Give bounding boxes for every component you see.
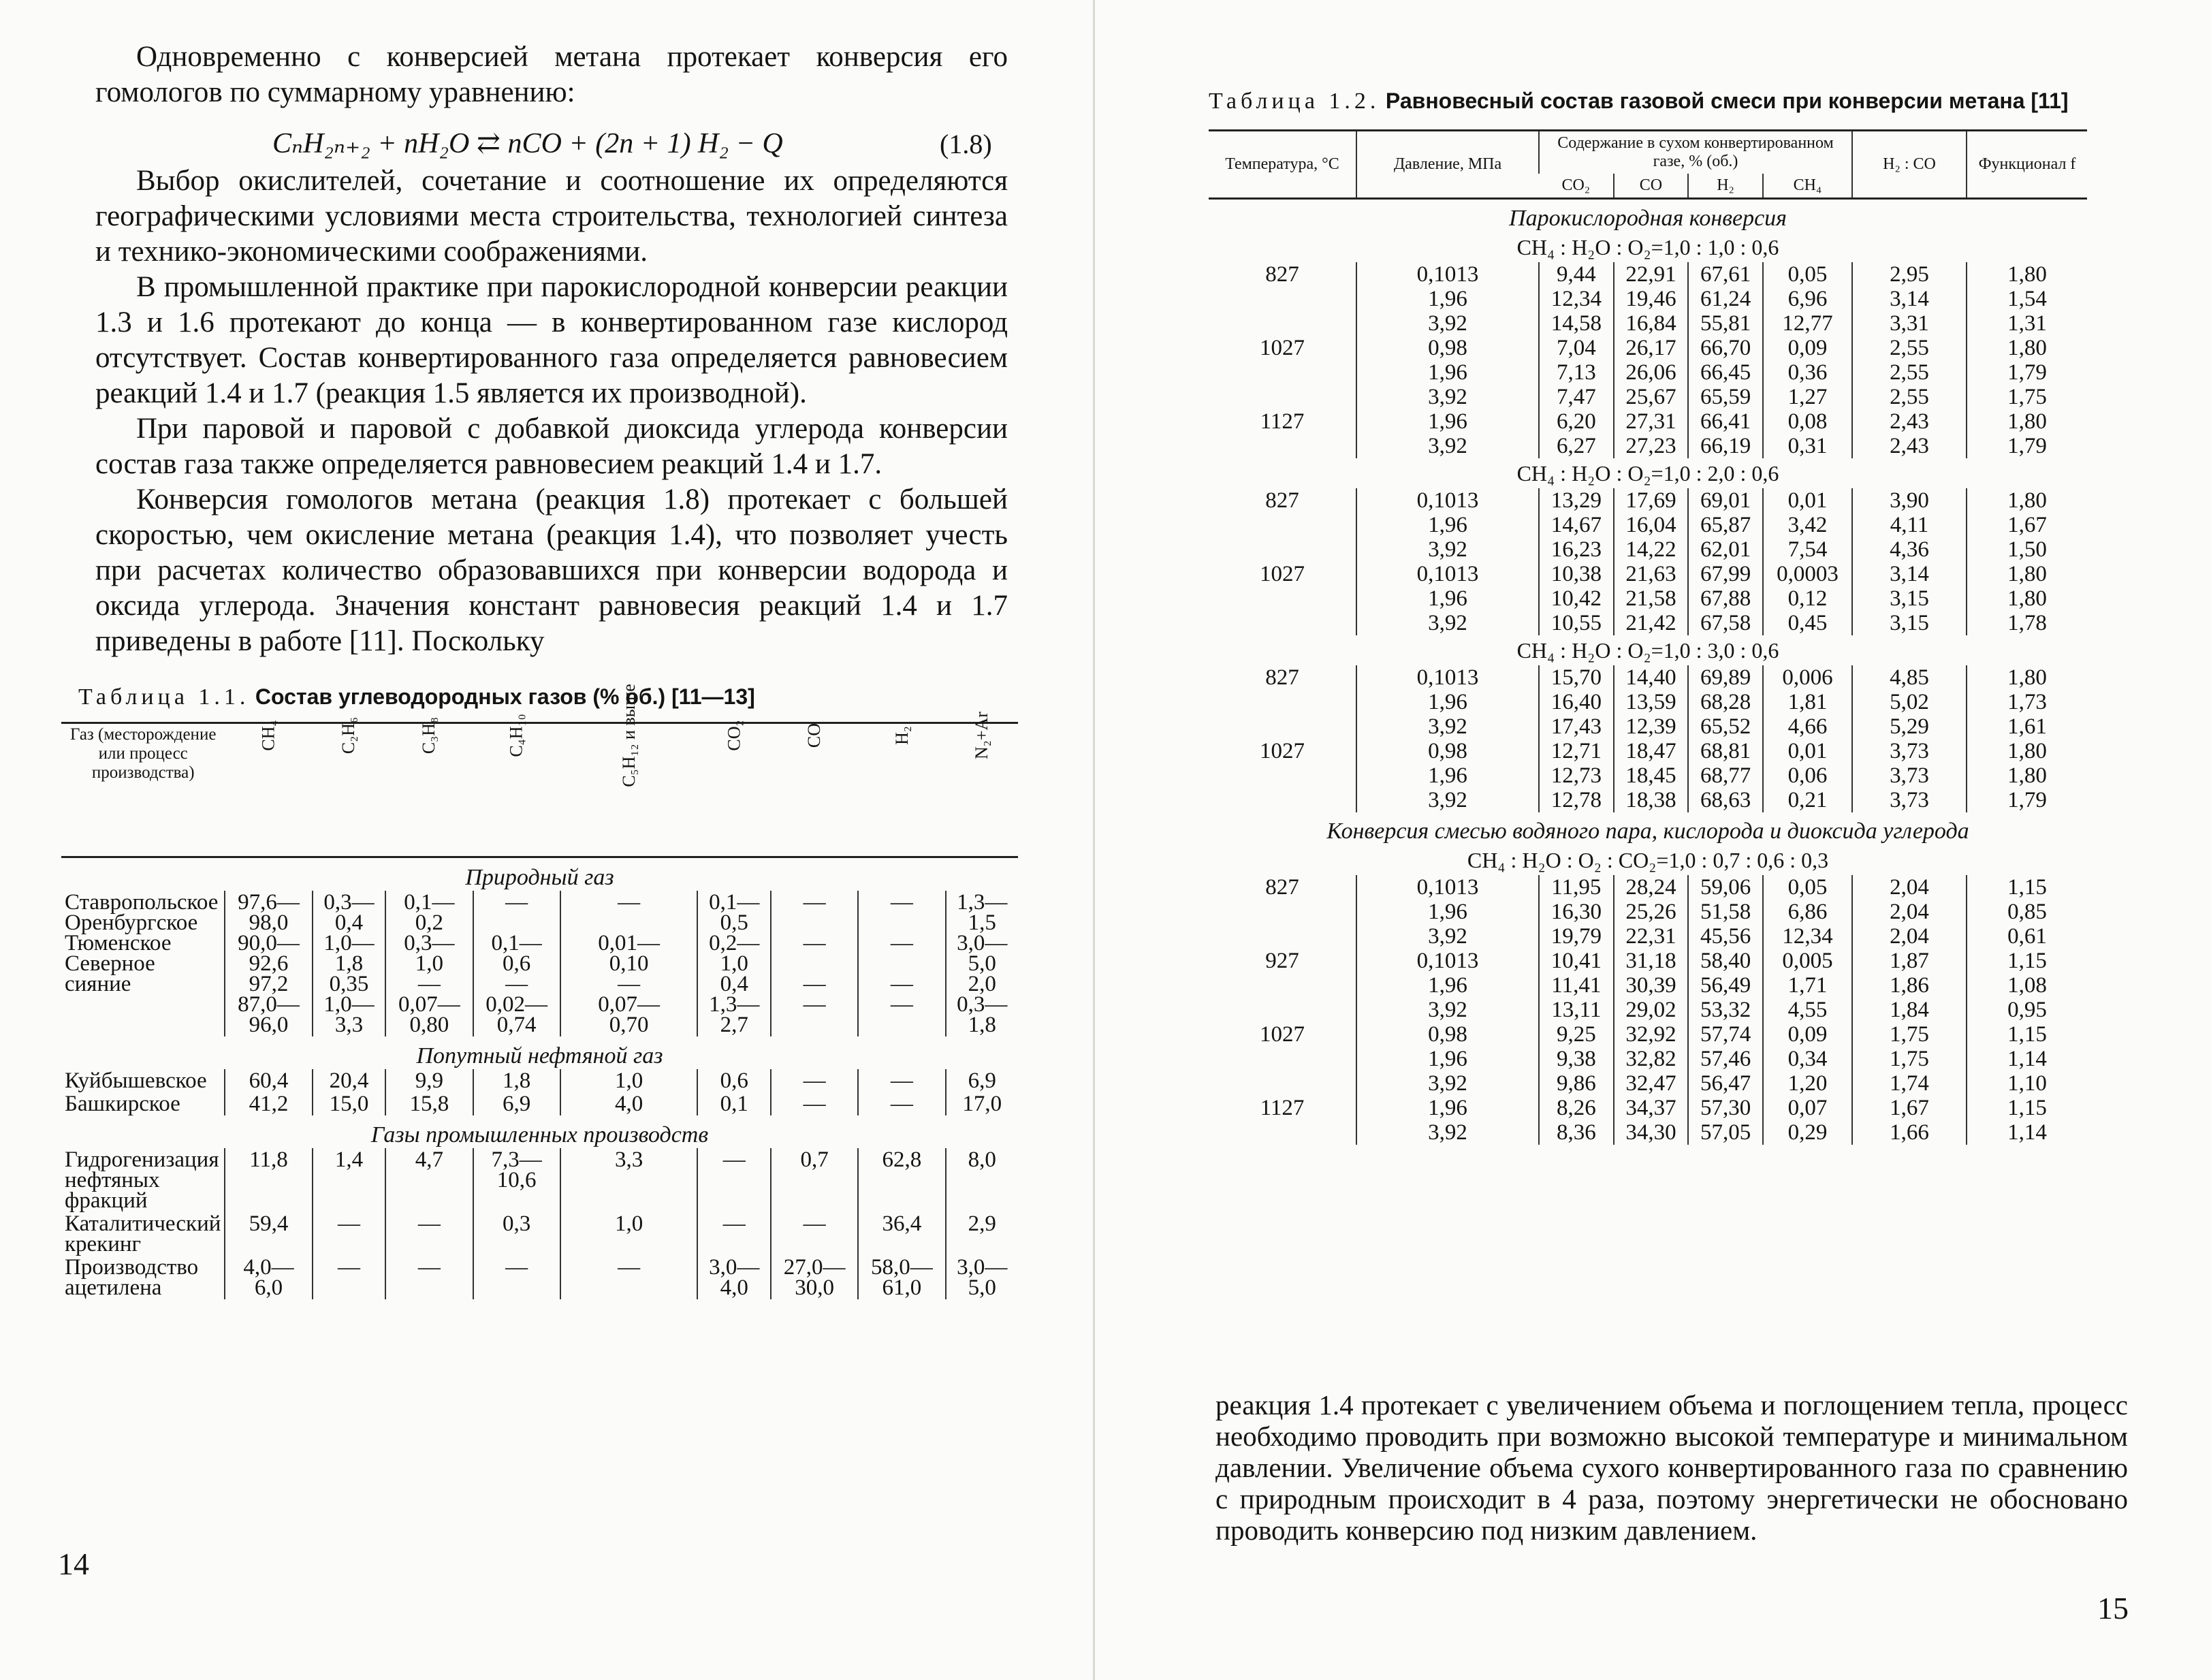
- table-cell: 4,85 5,02 5,29 3,73 3,73 3,73: [1852, 665, 1967, 812]
- feed-ratio: CH₄ : H₂O : O₂=1,0 : 3,0 : 0,6: [1516, 638, 1779, 663]
- column-header-h2: H₂: [1688, 174, 1763, 199]
- table-cell: 7,3— 10,6: [473, 1148, 560, 1212]
- table-cell: 17,0: [946, 1092, 1018, 1115]
- table-cell: 0,6: [697, 1069, 771, 1092]
- table-cell: 0,05 6,86 12,34 0,005 1,71 4,55 0,09 0,34 1,20 0,07 0,29: [1763, 875, 1852, 1145]
- table-cell: 28,24 25,26 22,31 31,18 30,39 29,02 32,92 32,82 32,47 34,37 34,30: [1614, 875, 1689, 1145]
- table-cell: 4,0: [560, 1092, 698, 1115]
- table-cell: 0,3: [473, 1212, 560, 1256]
- table-cell: 3,3: [560, 1148, 698, 1212]
- column-header-composition: Содержание в сухом конвертированном газе, % (об.): [1539, 131, 1852, 174]
- table-row: [61, 1069, 1018, 1092]
- table-row: [61, 1212, 1018, 1256]
- table-section-row: [1209, 199, 2087, 233]
- table-cell: —: [697, 1212, 771, 1256]
- gas-name-cell: Куйбышевское: [65, 1068, 207, 1093]
- table-cell: 3,0— 5,0: [946, 1256, 1018, 1299]
- table-section-title: Природный газ: [465, 865, 614, 890]
- table-cell: 69,89 68,28 65,52 68,81 68,77 68,63: [1688, 665, 1763, 812]
- table-section-title: Газы промышленных производств: [370, 1122, 709, 1147]
- feed-ratio-row: [1209, 232, 2087, 262]
- body-text: [95, 163, 1008, 659]
- table-cell: —: [560, 1256, 698, 1299]
- table-cell: 0,1: [697, 1092, 771, 1115]
- table-cell: —: [385, 1212, 473, 1256]
- column-header-functional: Функционал f: [1967, 131, 2087, 199]
- table-cell: 59,4: [225, 1212, 312, 1256]
- column-header-gas: Газ (месторождение или процесс производства): [61, 723, 225, 857]
- table-cell: 15,8: [385, 1092, 473, 1115]
- feed-ratio: CH₄ : H₂O : O₂=1,0 : 1,0 : 0,6: [1516, 235, 1779, 259]
- table-cell: 60,4: [225, 1069, 312, 1092]
- page-number: 14: [58, 1547, 89, 1581]
- paragraph: В промышленной практике при парокислородной конверсии реакции 1.3 и 1.6 протекают до конца — в конвертированном газе кислород отсутствует. Состав конвертированного газа определяется равновесием реакций 1.4 и 1.7 (реакция 1.5 является их производной).: [95, 271, 1008, 409]
- table-cell: —: [771, 1092, 858, 1115]
- table-cell: 827 1027 1127: [1260, 262, 1305, 434]
- column-header-ratio: H₂ : CO: [1852, 131, 1967, 199]
- table-cell: —: [313, 1212, 386, 1256]
- table-row: [61, 1092, 1018, 1115]
- table-cell: 15,0: [313, 1092, 386, 1115]
- column-header: CO: [771, 723, 858, 857]
- table-cell: 36,4: [858, 1212, 945, 1256]
- table-section-title: Конверсия смесью водяного пара, кислорода и диоксида углерода: [1326, 819, 1969, 844]
- table-cell: 8,0: [946, 1148, 1018, 1212]
- feed-ratio-row: [1209, 635, 2087, 665]
- right-paragraph: реакция 1.4 протекает с увеличением объема и поглощением тепла, процесс необходимо проводить при возможно высокой температуре и минимальном давлении. Увеличение объема сухого конвертированного газа по сравнению с природным происходит в 4 раза, поэтому энергетически не обосновано проводить конверсию под низким давлением.: [1215, 1389, 2128, 1546]
- book-spine: [1093, 0, 1095, 1680]
- left-page: [0, 0, 1083, 1680]
- table-1-1-caption: Таблица 1.1. Состав углеводородных газов (% об.) [11—13]: [78, 684, 755, 710]
- column-header-pressure: Давление, МПа: [1356, 131, 1539, 199]
- table-cell: 41,2: [225, 1092, 312, 1115]
- table-cell: 0,006 1,81 4,66 0,01 0,06 0,21: [1763, 665, 1852, 812]
- table-cell: —: [473, 1256, 560, 1299]
- feed-ratio-row: [1209, 458, 2087, 488]
- table-cell: 22,91 19,46 16,84 26,17 26,06 25,67 27,31 27,23: [1614, 262, 1689, 458]
- table-cell: —: [385, 1256, 473, 1299]
- table-cell: 0,05 6,96 12,77 0,09 0,36 1,27 0,08 0,31: [1763, 262, 1852, 458]
- table-section-title: Попутный нефтяной газ: [416, 1043, 663, 1068]
- feed-ratio: CH₄ : H₂O : O₂=1,0 : 2,0 : 0,6: [1516, 461, 1779, 486]
- table-cell: — — — —: [858, 891, 945, 1036]
- paragraph: Выбор окислителей, сочетание и соотношение их определяются географическими условиями места строительства, технологией синтеза и технико-экономическими соображениями.: [95, 165, 1008, 268]
- gas-name-cell: Ставропольское Оренбургское Тюменское Северное сияние: [65, 890, 219, 996]
- table-cell: 20,4: [313, 1069, 386, 1092]
- table-cell: 59,06 51,58 45,56 58,40 56,49 53,32 57,74 57,46 56,47 57,30 57,05: [1688, 875, 1763, 1145]
- table-cell: 0,1013 1,96 3,92 0,98 1,96 3,92 1,96 3,92: [1356, 262, 1539, 458]
- table-cell: 1,3— 1,5 3,0— 5,0 2,0 0,3— 1,8: [946, 891, 1018, 1036]
- table-cell: 14,40 13,59 12,39 18,47 18,45 18,38: [1614, 665, 1689, 812]
- table-cell: 69,01 65,87 62,01 67,99 67,88 67,58: [1688, 488, 1763, 635]
- column-header: C₅H₁₂ и выше: [560, 723, 698, 857]
- table-cell: 3,90 4,11 4,36 3,14 3,15 3,15: [1852, 488, 1967, 635]
- table-cell: 1,0: [560, 1069, 698, 1092]
- table-cell: 1,4: [313, 1148, 386, 1212]
- table-cell: 827 1027: [1260, 488, 1305, 586]
- table-cell: —: [697, 1148, 771, 1212]
- table-cell: 62,8: [858, 1148, 945, 1212]
- feed-ratio: CH₄ : H₂O : O₂ : CO₂=1,0 : 0,7 : 0,6 : 0,3: [1467, 848, 1829, 872]
- feed-ratio-row: [1209, 845, 2087, 875]
- table-section-row: [61, 1036, 1018, 1069]
- table-cell: 827 927 1027 1127: [1260, 875, 1305, 1120]
- table-cell: 67,61 61,24 55,81 66,70 66,45 65,59 66,41 66,19: [1688, 262, 1763, 458]
- table-cell: 0,1013 1,96 3,92 0,98 1,96 3,92: [1356, 665, 1539, 812]
- table-cell: 97,6— 98,0 90,0— 92,6 97,2 87,0— 96,0: [225, 891, 312, 1036]
- column-header-co: CO: [1614, 174, 1689, 199]
- column-header: C₄H₁₀: [473, 723, 560, 857]
- table-section-row: [61, 857, 1018, 891]
- equation-number: (1.8): [940, 129, 992, 159]
- table-cell: — 0,01— 0,10 — 0,07— 0,70: [560, 891, 698, 1036]
- column-header: C₂H₆: [313, 723, 386, 857]
- column-header: N₂+Ar: [946, 723, 1018, 857]
- table-cell: 58,0— 61,0: [858, 1256, 945, 1299]
- table-cell: 1,15 0,85 0,61 1,15 1,08 0,95 1,15 1,14 1,10 1,15 1,14: [1967, 875, 2087, 1145]
- column-header: CO₂: [697, 723, 771, 857]
- table-cell: 11,8: [225, 1148, 312, 1212]
- table-cell: 0,1— 0,2 0,3— 1,0 — 0,07— 0,80: [385, 891, 473, 1036]
- table-section-row: [61, 1115, 1018, 1148]
- table-row: [61, 1148, 1018, 1212]
- table-cell: 1,8: [473, 1069, 560, 1092]
- column-header-co2: CO₂: [1561, 176, 1591, 194]
- table-cell: 17,69 16,04 14,22 21,63 21,58 21,42: [1614, 488, 1689, 635]
- table-cell: —: [771, 1069, 858, 1092]
- table-cell: —: [858, 1069, 945, 1092]
- gas-name-cell: Каталитический крекинг: [65, 1211, 221, 1256]
- table-cell: — — — —: [771, 891, 858, 1036]
- gas-name-cell: Гидрогенизация нефтяных фракций: [65, 1147, 219, 1213]
- table-cell: — 0,1— 0,6 — 0,02— 0,74: [473, 891, 560, 1036]
- page-number: 15: [2097, 1591, 2129, 1626]
- gas-name-cell: Башкирское: [65, 1092, 180, 1116]
- table-cell: 9,9: [385, 1069, 473, 1092]
- table-row: [1209, 262, 2087, 458]
- table-cell: 827 1027: [1260, 665, 1305, 763]
- table-cell: 1,80 1,73 1,61 1,80 1,80 1,79: [1967, 665, 2087, 812]
- gas-name-cell: Производство ацетилена: [65, 1255, 199, 1300]
- table-cell: 0,1013 1,96 3,92 0,1013 1,96 3,92: [1356, 488, 1539, 635]
- paragraph: При паровой и паровой с добавкой диоксида углерода конверсии состав газа также определяется равновесием реакций 1.4 и 1.7.: [95, 413, 1008, 480]
- table-cell: 1,80 1,54 1,31 1,80 1,79 1,75 1,80 1,79: [1967, 262, 2087, 458]
- table-cell: 0,1— 0,5 0,2— 1,0 0,4 1,3— 2,7: [697, 891, 771, 1036]
- column-header-ch4: CH₄: [1763, 174, 1852, 199]
- table-1-2: [1209, 129, 2087, 1145]
- table-cell: 2,04 2,04 2,04 1,87 1,86 1,84 1,75 1,75 1,74 1,67 1,66: [1852, 875, 1967, 1145]
- table-cell: 6,9: [473, 1092, 560, 1115]
- table-cell: 4,7: [385, 1148, 473, 1212]
- table-cell: 13,29 14,67 16,23 10,38 10,42 10,55: [1539, 488, 1614, 635]
- table-cell: 15,70 16,40 17,43 12,71 12,73 12,78: [1539, 665, 1614, 812]
- column-header-temperature: Температура, °С: [1225, 155, 1339, 173]
- table-1-2-caption: Таблица 1.2. Равновесный состав газовой смеси при конверсии метана [11]: [1209, 89, 2069, 114]
- table-row: [61, 1256, 1018, 1299]
- table-cell: —: [313, 1256, 386, 1299]
- column-header: C₃H₈: [385, 723, 473, 857]
- table-cell: 27,0— 30,0: [771, 1256, 858, 1299]
- table-cell: 11,95 16,30 19,79 10,41 11,41 13,11 9,25 9,38 9,86 8,26 8,36: [1539, 875, 1614, 1145]
- table-row: [1209, 665, 2087, 812]
- table-row: [61, 891, 1018, 1036]
- table-cell: 0,01 3,42 7,54 0,0003 0,12 0,45: [1763, 488, 1852, 635]
- table-cell: 1,80 1,67 1,50 1,80 1,80 1,78: [1967, 488, 2087, 635]
- table-section-row: [1209, 812, 2087, 845]
- table-cell: 6,9: [946, 1069, 1018, 1092]
- equation: CₙH₂ₙ₊₂ + nH₂O ⇄ nCO + (2n + 1) H₂ − Q: [272, 128, 783, 159]
- table-cell: 2,95 3,14 3,31 2,55 2,55 2,55 2,43 2,43: [1852, 262, 1967, 458]
- table-row: [1209, 875, 2087, 1145]
- column-header: CH₄: [225, 723, 312, 857]
- table-section-title: Парокислородная конверсия: [1509, 206, 1787, 231]
- table-cell: 2,9: [946, 1212, 1018, 1256]
- table-cell: 0,1013 1,96 3,92 0,1013 1,96 3,92 0,98 1,96 3,92 1,96 3,92: [1356, 875, 1539, 1145]
- table-cell: —: [858, 1092, 945, 1115]
- table-cell: 3,0— 4,0: [697, 1256, 771, 1299]
- intro-paragraph: Одновременно с конверсией метана протекает конверсия его гомологов по суммарному уравнению:: [95, 41, 1008, 108]
- column-header: H₂: [858, 723, 945, 857]
- table-cell: 0,7: [771, 1148, 858, 1212]
- table-cell: 9,44 12,34 14,58 7,04 7,13 7,47 6,20 6,27: [1539, 262, 1614, 458]
- table-cell: 4,0— 6,0: [225, 1256, 312, 1299]
- table-cell: —: [771, 1212, 858, 1256]
- table-cell: 1,0: [560, 1212, 698, 1256]
- table-cell: 0,3— 0,4 1,0— 1,8 0,35 1,0— 3,3: [313, 891, 386, 1036]
- paragraph: Конверсия гомологов метана (реакция 1.8) протекает с большей скоростью, чем окисление метана (реакция 1.4), что позволяет учесть при расчетах количество образовавшихся при конверсии водорода и оксида углерода. Значения констант равновесия реакций 1.4 и 1.7 приведены в работе [11]. Поскольку: [95, 484, 1008, 657]
- table-row: [1209, 488, 2087, 635]
